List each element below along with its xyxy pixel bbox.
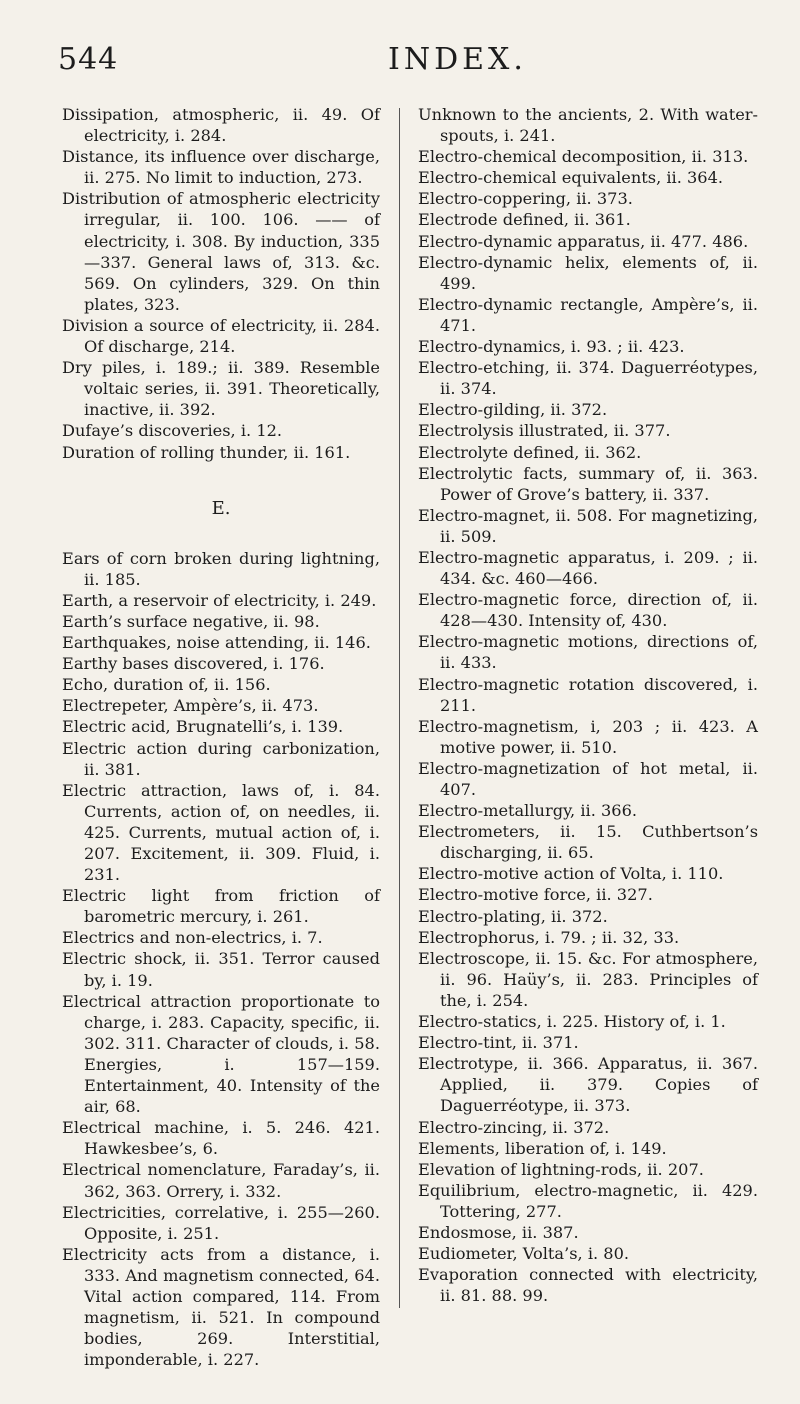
- index-entry: Electrode defined, ii. 361.: [418, 210, 631, 230]
- index-entry: Electroscope, ii. 15. &c. For atmosphere, ii. 96. Haüy’s, ii. 283. Principles of the, i. 254.: [418, 948, 758, 1010]
- index-entry: Electro-tint, ii. 371.: [418, 1033, 579, 1053]
- index-entry: Electro-statics, i. 225. History of, i. 1.: [418, 1012, 726, 1032]
- index-entry: Electro-magnetic apparatus, i. 209. ; ii. 434. &c. 460—466.: [418, 547, 758, 589]
- index-entry: Electro-dynamic apparatus, ii. 477. 486.: [418, 231, 749, 251]
- index-entry: Electro-magnetic motions, directions of, ii. 433.: [418, 632, 758, 673]
- index-entry: Duration of rolling thunder, ii. 161.: [62, 442, 351, 462]
- index-entry: Electrical attraction proportionate to charge, i. 283. Capacity, specific, ii. 302. 311. Character of clouds, i. 58. Energies, i. 157—159. Entertainment, 40. Intensity of the air, 68.: [62, 991, 380, 1117]
- index-entry: Electrophorus, i. 79. ; ii. 32, 33.: [418, 927, 680, 947]
- index-entry: Electric light from friction of barometric mercury, i. 261.: [62, 886, 380, 927]
- index-entry: Electric acid, Brugnatelli’s, i. 139.: [62, 717, 344, 737]
- index-entry: Electrolysis illustrated, ii. 377.: [418, 421, 671, 441]
- index-entry: Electrometers, ii. 15. Cuthbertson’s discharging, ii. 65.: [418, 822, 758, 863]
- running-head: INDEX.: [388, 42, 527, 77]
- right-column: [418, 104, 758, 1306]
- index-entry: Earthquakes, noise attending, ii. 146.: [62, 633, 371, 653]
- index-entry: Earth’s surface negative, ii. 98.: [62, 611, 320, 631]
- index-entry: Electro-chemical decomposition, ii. 313.: [418, 147, 749, 167]
- index-entry: Electro-magnetization of hot metal, ii. 407.: [418, 758, 758, 799]
- index-entry: Electrepeter, Ampère’s, ii. 473.: [62, 696, 319, 716]
- index-entry: Evaporation connected with electricity, ii. 81. 88. 99.: [418, 1265, 758, 1306]
- index-entry: Elevation of lightning-rods, ii. 207.: [418, 1159, 704, 1179]
- index-entry: Earth, a reservoir of electricity, i. 249.: [62, 590, 377, 610]
- index-entry: Electro-zincing, ii. 372.: [418, 1117, 610, 1137]
- index-entry: Dufaye’s discoveries, i. 12.: [62, 421, 283, 441]
- column-divider: [399, 108, 400, 1308]
- index-entry: Electro-plating, ii. 372.: [418, 906, 608, 926]
- index-entry: Electro-etching, ii. 374. Daguerréotypes, ii. 374.: [418, 358, 758, 399]
- index-entry: Dissipation, atmospheric, ii. 49. Of electricity, i. 284.: [62, 105, 380, 146]
- index-entry: Electro-magnet, ii. 508. For magnetizing, ii. 509.: [418, 505, 758, 546]
- left-column: [62, 104, 380, 1370]
- index-entry: Electrical nomenclature, Faraday’s, ii. 362, 363. Orrery, i. 332.: [62, 1160, 380, 1201]
- index-entry: Electro-magnetism, i, 203 ; ii. 423. A motive power, ii. 510.: [418, 716, 758, 757]
- index-entry: Earthy bases discovered, i. 176.: [62, 654, 325, 674]
- index-entry: Electricity acts from a distance, i. 333. And magnetism connected, 64. Vital action compared, 114. From magnetism, ii. 521. In compound bodies, 269. Interstitial, imponderable, i. 227.: [62, 1244, 380, 1370]
- index-entry: Electro-magnetic force, direction of, ii. 428—430. Intensity of, 430.: [418, 590, 758, 631]
- index-entry: Electrotype, ii. 366. Apparatus, ii. 367. Applied, ii. 379. Copies of Daguerréotype, ii. 373.: [418, 1054, 758, 1116]
- index-entry: Echo, duration of, ii. 156.: [62, 675, 271, 695]
- index-entry: Electro-metallurgy, ii. 366.: [418, 801, 638, 821]
- index-entry: Distribution of atmospheric electricity irregular, ii. 100. 106. —— of electricity, i. 308. By induction, 335—337. General laws of, 313. &c. 569. On cylinders, 329. On thin plates, 323.: [62, 189, 380, 314]
- index-entry: Equilibrium, electro-magnetic, ii. 429. Tottering, 277.: [418, 1180, 758, 1221]
- index-entry: Ears of corn broken during lightning, ii. 185.: [62, 548, 380, 589]
- index-entry: Eudiometer, Volta’s, i. 80.: [418, 1244, 630, 1264]
- index-entry: Electrical machine, i. 5. 246. 421. Hawkesbee’s, 6.: [62, 1118, 380, 1159]
- index-entry: Electricities, correlative, i. 255—260. Opposite, i. 251.: [62, 1202, 380, 1243]
- index-entry: Endosmose, ii. 387.: [418, 1222, 579, 1242]
- page-number: 544: [58, 42, 119, 77]
- index-entry: Distance, its influence over discharge, ii. 275. No limit to induction, 273.: [62, 147, 380, 188]
- index-entry: Electrolytic facts, summary of, ii. 363. Power of Grove’s battery, ii. 337.: [418, 463, 758, 504]
- index-entry: Electro-chemical equivalents, ii. 364.: [418, 168, 724, 188]
- index-entry: Electro-motive action of Volta, i. 110.: [418, 864, 724, 884]
- index-entry: Electro-dynamic rectangle, Ampère’s, ii. 471.: [418, 294, 758, 335]
- index-entry: Dry piles, i. 189.; ii. 389. Resemble voltaic series, ii. 391. Theoretically, inactive, ii. 392.: [62, 358, 380, 420]
- index-entry: Electric shock, ii. 351. Terror caused by, i. 19.: [62, 949, 380, 990]
- index-entry: Electro-dynamic helix, elements of, ii. 499.: [418, 252, 758, 293]
- index-entry: Electro-dynamics, i. 93. ; ii. 423.: [418, 337, 685, 357]
- index-entry: Electro-coppering, ii. 373.: [418, 189, 633, 209]
- index-entry: Division a source of electricity, ii. 284. Of discharge, 214.: [62, 315, 380, 357]
- index-entry: Electro-gilding, ii. 372.: [418, 400, 608, 420]
- index-entry: Electrolyte defined, ii. 362.: [418, 442, 642, 462]
- index-entry: Electro-motive force, ii. 327.: [418, 885, 653, 905]
- index-entry: Electric action during carbonization, ii. 381.: [62, 738, 380, 779]
- index-entry: Electric attraction, laws of, i. 84. Currents, action of, on needles, ii. 425. Currents, mutual action of, i. 207. Excitement, ii. 309. Fluid, i. 231.: [62, 780, 380, 885]
- section-letter: E.: [211, 497, 231, 519]
- index-entry: Electro-magnetic rotation discovered, i. 211.: [418, 674, 758, 715]
- index-entry: Elements, liberation of, i. 149.: [418, 1138, 667, 1158]
- index-entry: Electrics and non-electrics, i. 7.: [62, 928, 323, 948]
- page-header: [58, 42, 760, 82]
- index-entry: Unknown to the ancients, 2. With water-spouts, i. 241.: [418, 105, 758, 146]
